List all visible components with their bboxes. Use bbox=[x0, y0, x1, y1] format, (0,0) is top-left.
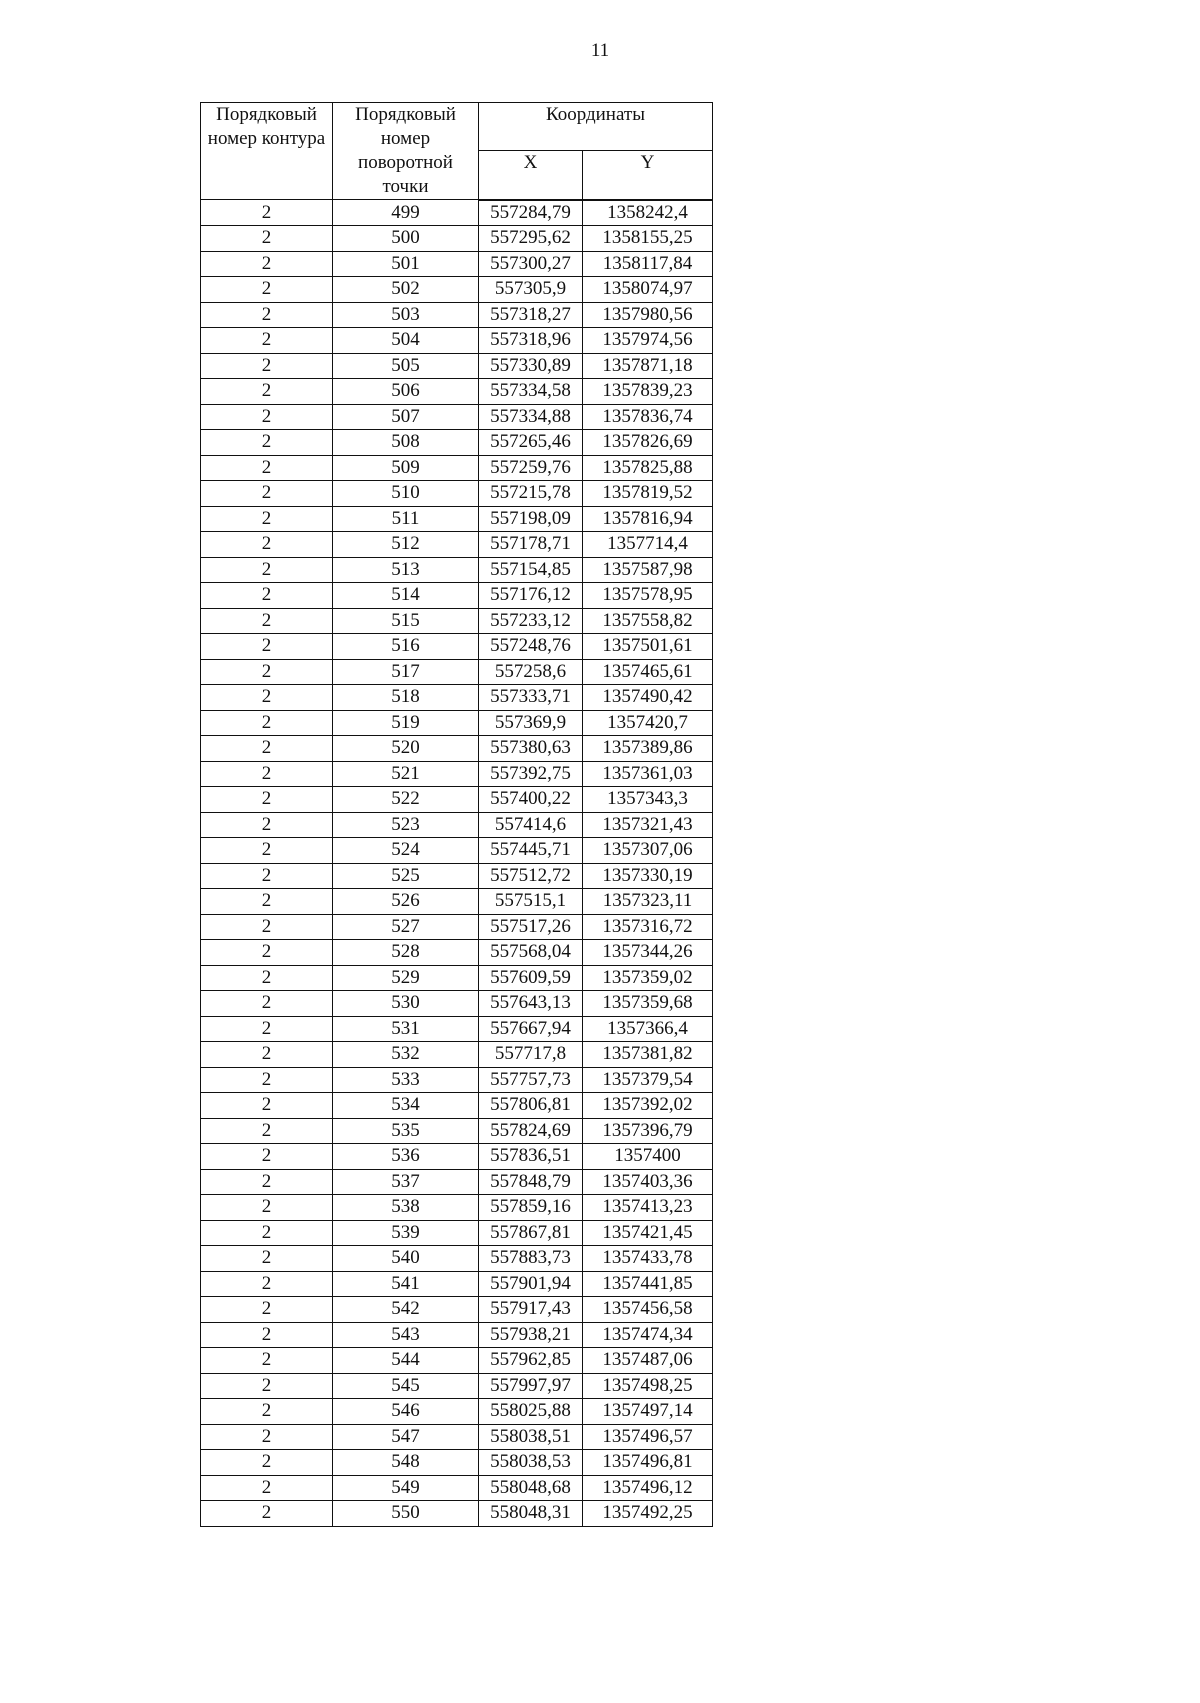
cell-contour: 2 bbox=[201, 940, 333, 966]
cell-point: 548 bbox=[333, 1450, 479, 1476]
cell-contour: 2 bbox=[201, 1169, 333, 1195]
cell-y: 1357392,02 bbox=[583, 1093, 713, 1119]
table-row bbox=[201, 1067, 713, 1093]
cell-contour: 2 bbox=[201, 965, 333, 991]
table-body bbox=[201, 200, 713, 1527]
cell-point: 541 bbox=[333, 1271, 479, 1297]
cell-y: 1357714,4 bbox=[583, 532, 713, 558]
cell-x: 557392,75 bbox=[479, 761, 583, 787]
cell-contour: 2 bbox=[201, 506, 333, 532]
cell-x: 557938,21 bbox=[479, 1322, 583, 1348]
table-row bbox=[201, 710, 713, 736]
cell-y: 1357413,23 bbox=[583, 1195, 713, 1221]
cell-y: 1357379,54 bbox=[583, 1067, 713, 1093]
table-row bbox=[201, 353, 713, 379]
cell-point: 527 bbox=[333, 914, 479, 940]
table-row bbox=[201, 1118, 713, 1144]
cell-x: 558038,51 bbox=[479, 1424, 583, 1450]
cell-x: 557334,58 bbox=[479, 379, 583, 405]
cell-point: 526 bbox=[333, 889, 479, 915]
table-row bbox=[201, 481, 713, 507]
cell-point: 517 bbox=[333, 659, 479, 685]
cell-y: 1357307,06 bbox=[583, 838, 713, 864]
table-row bbox=[201, 532, 713, 558]
cell-y: 1357359,02 bbox=[583, 965, 713, 991]
cell-x: 557512,72 bbox=[479, 863, 583, 889]
cell-point: 520 bbox=[333, 736, 479, 762]
cell-x: 557300,27 bbox=[479, 251, 583, 277]
cell-y: 1357389,86 bbox=[583, 736, 713, 762]
cell-point: 502 bbox=[333, 277, 479, 303]
cell-point: 499 bbox=[333, 200, 479, 226]
cell-x: 557318,27 bbox=[479, 302, 583, 328]
cell-y: 1357839,23 bbox=[583, 379, 713, 405]
cell-contour: 2 bbox=[201, 634, 333, 660]
header-contour-number: Порядковый номер контура bbox=[201, 103, 333, 200]
table-row bbox=[201, 404, 713, 430]
cell-x: 557962,85 bbox=[479, 1348, 583, 1374]
cell-y: 1357492,25 bbox=[583, 1501, 713, 1527]
cell-y: 1357825,88 bbox=[583, 455, 713, 481]
cell-contour: 2 bbox=[201, 532, 333, 558]
header-coordinates: Координаты bbox=[479, 103, 713, 151]
cell-point: 521 bbox=[333, 761, 479, 787]
cell-contour: 2 bbox=[201, 863, 333, 889]
cell-contour: 2 bbox=[201, 302, 333, 328]
cell-contour: 2 bbox=[201, 1271, 333, 1297]
table-row bbox=[201, 991, 713, 1017]
cell-contour: 2 bbox=[201, 1373, 333, 1399]
cell-point: 542 bbox=[333, 1297, 479, 1323]
cell-y: 1357456,58 bbox=[583, 1297, 713, 1323]
cell-y: 1357381,82 bbox=[583, 1042, 713, 1068]
cell-y: 1357496,81 bbox=[583, 1450, 713, 1476]
cell-point: 525 bbox=[333, 863, 479, 889]
table-row bbox=[201, 226, 713, 252]
page-number: 11 bbox=[590, 40, 610, 61]
cell-contour: 2 bbox=[201, 1450, 333, 1476]
cell-x: 557265,46 bbox=[479, 430, 583, 456]
table-row bbox=[201, 455, 713, 481]
cell-x: 557824,69 bbox=[479, 1118, 583, 1144]
table-row bbox=[201, 787, 713, 813]
table-row bbox=[201, 889, 713, 915]
cell-x: 557836,51 bbox=[479, 1144, 583, 1170]
cell-point: 540 bbox=[333, 1246, 479, 1272]
cell-y: 1357836,74 bbox=[583, 404, 713, 430]
cell-y: 1357361,03 bbox=[583, 761, 713, 787]
cell-y: 1357487,06 bbox=[583, 1348, 713, 1374]
cell-y: 1357323,11 bbox=[583, 889, 713, 915]
cell-contour: 2 bbox=[201, 1475, 333, 1501]
table-row bbox=[201, 1373, 713, 1399]
cell-y: 1357316,72 bbox=[583, 914, 713, 940]
cell-x: 557609,59 bbox=[479, 965, 583, 991]
cell-contour: 2 bbox=[201, 353, 333, 379]
table-row bbox=[201, 1169, 713, 1195]
cell-y: 1357871,18 bbox=[583, 353, 713, 379]
cell-point: 524 bbox=[333, 838, 479, 864]
table-row bbox=[201, 1501, 713, 1527]
cell-point: 531 bbox=[333, 1016, 479, 1042]
cell-point: 544 bbox=[333, 1348, 479, 1374]
cell-y: 1357497,14 bbox=[583, 1399, 713, 1425]
cell-point: 535 bbox=[333, 1118, 479, 1144]
cell-point: 549 bbox=[333, 1475, 479, 1501]
table-row bbox=[201, 1042, 713, 1068]
cell-y: 1357980,56 bbox=[583, 302, 713, 328]
cell-contour: 2 bbox=[201, 430, 333, 456]
cell-contour: 2 bbox=[201, 583, 333, 609]
cell-y: 1357819,52 bbox=[583, 481, 713, 507]
cell-y: 1357474,34 bbox=[583, 1322, 713, 1348]
cell-y: 1357330,19 bbox=[583, 863, 713, 889]
cell-point: 516 bbox=[333, 634, 479, 660]
cell-contour: 2 bbox=[201, 1093, 333, 1119]
cell-contour: 2 bbox=[201, 200, 333, 226]
table-row bbox=[201, 1195, 713, 1221]
cell-contour: 2 bbox=[201, 1195, 333, 1221]
cell-point: 547 bbox=[333, 1424, 479, 1450]
cell-x: 557517,26 bbox=[479, 914, 583, 940]
cell-x: 557917,43 bbox=[479, 1297, 583, 1323]
cell-x: 557806,81 bbox=[479, 1093, 583, 1119]
cell-contour: 2 bbox=[201, 1042, 333, 1068]
cell-y: 1357396,79 bbox=[583, 1118, 713, 1144]
table-row bbox=[201, 200, 713, 226]
table-row bbox=[201, 1399, 713, 1425]
table-row bbox=[201, 965, 713, 991]
cell-y: 1357433,78 bbox=[583, 1246, 713, 1272]
cell-y: 1357441,85 bbox=[583, 1271, 713, 1297]
table-row bbox=[201, 736, 713, 762]
cell-x: 557284,79 bbox=[479, 200, 583, 226]
cell-y: 1358074,97 bbox=[583, 277, 713, 303]
table-row bbox=[201, 1220, 713, 1246]
cell-contour: 2 bbox=[201, 1297, 333, 1323]
cell-x: 557258,6 bbox=[479, 659, 583, 685]
cell-contour: 2 bbox=[201, 226, 333, 252]
cell-point: 507 bbox=[333, 404, 479, 430]
cell-x: 557295,62 bbox=[479, 226, 583, 252]
cell-contour: 2 bbox=[201, 328, 333, 354]
cell-y: 1357421,45 bbox=[583, 1220, 713, 1246]
cell-point: 530 bbox=[333, 991, 479, 1017]
cell-contour: 2 bbox=[201, 710, 333, 736]
cell-x: 557305,9 bbox=[479, 277, 583, 303]
cell-contour: 2 bbox=[201, 379, 333, 405]
cell-y: 1357490,42 bbox=[583, 685, 713, 711]
cell-point: 500 bbox=[333, 226, 479, 252]
cell-x: 557178,71 bbox=[479, 532, 583, 558]
cell-x: 557259,76 bbox=[479, 455, 583, 481]
table-row bbox=[201, 1093, 713, 1119]
cell-contour: 2 bbox=[201, 685, 333, 711]
table-row bbox=[201, 251, 713, 277]
cell-point: 512 bbox=[333, 532, 479, 558]
cell-point: 519 bbox=[333, 710, 479, 736]
cell-point: 522 bbox=[333, 787, 479, 813]
cell-y: 1357974,56 bbox=[583, 328, 713, 354]
cell-x: 557330,89 bbox=[479, 353, 583, 379]
cell-x: 557848,79 bbox=[479, 1169, 583, 1195]
cell-y: 1357498,25 bbox=[583, 1373, 713, 1399]
cell-contour: 2 bbox=[201, 1016, 333, 1042]
cell-contour: 2 bbox=[201, 1322, 333, 1348]
cell-point: 518 bbox=[333, 685, 479, 711]
cell-point: 513 bbox=[333, 557, 479, 583]
cell-point: 529 bbox=[333, 965, 479, 991]
cell-x: 557154,85 bbox=[479, 557, 583, 583]
cell-contour: 2 bbox=[201, 889, 333, 915]
table-row bbox=[201, 302, 713, 328]
cell-x: 557643,13 bbox=[479, 991, 583, 1017]
table-row bbox=[201, 1144, 713, 1170]
cell-contour: 2 bbox=[201, 991, 333, 1017]
cell-contour: 2 bbox=[201, 1118, 333, 1144]
cell-y: 1358242,4 bbox=[583, 200, 713, 226]
cell-contour: 2 bbox=[201, 761, 333, 787]
table-row bbox=[201, 1475, 713, 1501]
cell-contour: 2 bbox=[201, 277, 333, 303]
cell-y: 1357578,95 bbox=[583, 583, 713, 609]
table-row bbox=[201, 863, 713, 889]
cell-y: 1357465,61 bbox=[583, 659, 713, 685]
cell-y: 1357366,4 bbox=[583, 1016, 713, 1042]
cell-contour: 2 bbox=[201, 812, 333, 838]
cell-y: 1357344,26 bbox=[583, 940, 713, 966]
table-row bbox=[201, 812, 713, 838]
cell-contour: 2 bbox=[201, 787, 333, 813]
cell-contour: 2 bbox=[201, 455, 333, 481]
cell-point: 536 bbox=[333, 1144, 479, 1170]
cell-x: 557445,71 bbox=[479, 838, 583, 864]
cell-x: 558038,53 bbox=[479, 1450, 583, 1476]
cell-x: 557400,22 bbox=[479, 787, 583, 813]
table-row bbox=[201, 1016, 713, 1042]
cell-x: 557334,88 bbox=[479, 404, 583, 430]
cell-y: 1357826,69 bbox=[583, 430, 713, 456]
table-row bbox=[201, 838, 713, 864]
cell-point: 511 bbox=[333, 506, 479, 532]
table-row bbox=[201, 1424, 713, 1450]
cell-y: 1357400 bbox=[583, 1144, 713, 1170]
table-row bbox=[201, 379, 713, 405]
cell-point: 543 bbox=[333, 1322, 479, 1348]
cell-point: 510 bbox=[333, 481, 479, 507]
table-row bbox=[201, 430, 713, 456]
cell-x: 557176,12 bbox=[479, 583, 583, 609]
coordinates-table bbox=[200, 102, 713, 1527]
cell-point: 545 bbox=[333, 1373, 479, 1399]
cell-y: 1357321,43 bbox=[583, 812, 713, 838]
cell-contour: 2 bbox=[201, 1220, 333, 1246]
cell-x: 557369,9 bbox=[479, 710, 583, 736]
header-x: X bbox=[479, 151, 583, 200]
cell-contour: 2 bbox=[201, 1424, 333, 1450]
cell-x: 557198,09 bbox=[479, 506, 583, 532]
cell-x: 557757,73 bbox=[479, 1067, 583, 1093]
cell-x: 557215,78 bbox=[479, 481, 583, 507]
cell-x: 557318,96 bbox=[479, 328, 583, 354]
cell-x: 558048,68 bbox=[479, 1475, 583, 1501]
header-y: Y bbox=[583, 151, 713, 200]
cell-contour: 2 bbox=[201, 1399, 333, 1425]
cell-x: 558048,31 bbox=[479, 1501, 583, 1527]
cell-x: 557859,16 bbox=[479, 1195, 583, 1221]
cell-y: 1357420,7 bbox=[583, 710, 713, 736]
cell-point: 501 bbox=[333, 251, 479, 277]
cell-y: 1358155,25 bbox=[583, 226, 713, 252]
cell-point: 534 bbox=[333, 1093, 479, 1119]
table-row bbox=[201, 634, 713, 660]
cell-point: 503 bbox=[333, 302, 479, 328]
cell-x: 557233,12 bbox=[479, 608, 583, 634]
table-row bbox=[201, 1271, 713, 1297]
cell-y: 1357501,61 bbox=[583, 634, 713, 660]
cell-point: 532 bbox=[333, 1042, 479, 1068]
cell-x: 557515,1 bbox=[479, 889, 583, 915]
cell-contour: 2 bbox=[201, 1501, 333, 1527]
cell-contour: 2 bbox=[201, 914, 333, 940]
cell-x: 557667,94 bbox=[479, 1016, 583, 1042]
table-row bbox=[201, 940, 713, 966]
cell-point: 539 bbox=[333, 1220, 479, 1246]
table-row bbox=[201, 328, 713, 354]
table-row bbox=[201, 659, 713, 685]
cell-point: 515 bbox=[333, 608, 479, 634]
cell-x: 557248,76 bbox=[479, 634, 583, 660]
cell-y: 1357403,36 bbox=[583, 1169, 713, 1195]
cell-contour: 2 bbox=[201, 557, 333, 583]
cell-x: 557867,81 bbox=[479, 1220, 583, 1246]
table-row bbox=[201, 1450, 713, 1476]
table-row bbox=[201, 1297, 713, 1323]
cell-x: 557883,73 bbox=[479, 1246, 583, 1272]
cell-point: 538 bbox=[333, 1195, 479, 1221]
cell-point: 509 bbox=[333, 455, 479, 481]
cell-contour: 2 bbox=[201, 251, 333, 277]
table-row bbox=[201, 277, 713, 303]
cell-y: 1357558,82 bbox=[583, 608, 713, 634]
header-point-number: Порядковый номер поворотной точки bbox=[333, 103, 479, 200]
cell-point: 504 bbox=[333, 328, 479, 354]
cell-contour: 2 bbox=[201, 404, 333, 430]
cell-point: 537 bbox=[333, 1169, 479, 1195]
cell-x: 557901,94 bbox=[479, 1271, 583, 1297]
table-row bbox=[201, 1322, 713, 1348]
cell-x: 557568,04 bbox=[479, 940, 583, 966]
cell-point: 508 bbox=[333, 430, 479, 456]
cell-contour: 2 bbox=[201, 608, 333, 634]
cell-y: 1358117,84 bbox=[583, 251, 713, 277]
cell-x: 557997,97 bbox=[479, 1373, 583, 1399]
cell-x: 557717,8 bbox=[479, 1042, 583, 1068]
cell-contour: 2 bbox=[201, 659, 333, 685]
cell-point: 523 bbox=[333, 812, 479, 838]
cell-contour: 2 bbox=[201, 736, 333, 762]
cell-contour: 2 bbox=[201, 481, 333, 507]
cell-y: 1357343,3 bbox=[583, 787, 713, 813]
cell-y: 1357359,68 bbox=[583, 991, 713, 1017]
table-row bbox=[201, 685, 713, 711]
cell-y: 1357587,98 bbox=[583, 557, 713, 583]
cell-y: 1357816,94 bbox=[583, 506, 713, 532]
cell-contour: 2 bbox=[201, 838, 333, 864]
table-row bbox=[201, 761, 713, 787]
cell-contour: 2 bbox=[201, 1246, 333, 1272]
table-row bbox=[201, 608, 713, 634]
cell-x: 558025,88 bbox=[479, 1399, 583, 1425]
cell-y: 1357496,57 bbox=[583, 1424, 713, 1450]
cell-point: 528 bbox=[333, 940, 479, 966]
cell-point: 506 bbox=[333, 379, 479, 405]
table-row bbox=[201, 506, 713, 532]
cell-contour: 2 bbox=[201, 1144, 333, 1170]
table-row bbox=[201, 583, 713, 609]
cell-x: 557414,6 bbox=[479, 812, 583, 838]
cell-point: 533 bbox=[333, 1067, 479, 1093]
cell-x: 557333,71 bbox=[479, 685, 583, 711]
table-row bbox=[201, 914, 713, 940]
cell-point: 514 bbox=[333, 583, 479, 609]
cell-point: 546 bbox=[333, 1399, 479, 1425]
table-row bbox=[201, 1246, 713, 1272]
cell-point: 505 bbox=[333, 353, 479, 379]
cell-x: 557380,63 bbox=[479, 736, 583, 762]
cell-contour: 2 bbox=[201, 1348, 333, 1374]
cell-point: 550 bbox=[333, 1501, 479, 1527]
cell-y: 1357496,12 bbox=[583, 1475, 713, 1501]
table-row bbox=[201, 1348, 713, 1374]
table-row bbox=[201, 557, 713, 583]
cell-contour: 2 bbox=[201, 1067, 333, 1093]
